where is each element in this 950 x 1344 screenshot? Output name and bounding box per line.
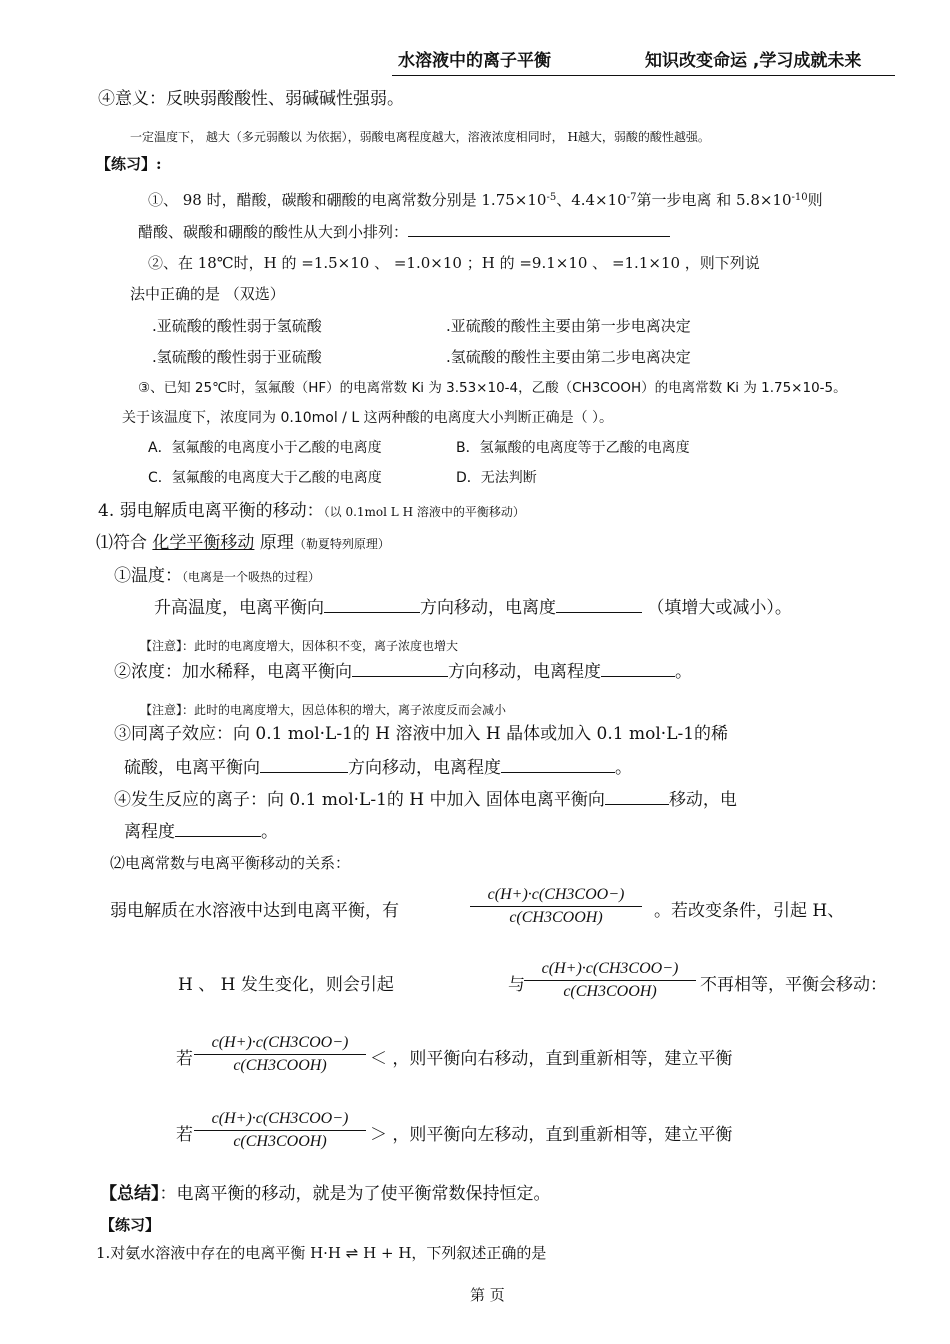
change-line-c: 不再相等，平衡会移动：: [700, 975, 887, 995]
if-less-line: ＜ ，则平衡向右移动，直到重新相等，建立平衡: [370, 1049, 733, 1069]
practice-3-question: 关于该温度下，浓度同为 0.10mol / L 这两种酸的电离度大小判断正确是（ ）。: [122, 410, 614, 426]
page-footer: 第 页: [470, 1286, 505, 1304]
common-ion-line-2: 硫酸，电离平衡向 方向移动，电离程度 。: [124, 758, 632, 778]
if-greater-prefix: 若: [176, 1125, 193, 1145]
practice-3-line: ③、已知 25℃时，氢氟酸（HF）的电离常数 Ki 为 3.53×10-4，乙酸（CH3COOH）的电离常数 Ki 为 1.75×10-5。: [138, 380, 847, 396]
equilibrium-line-end: 。若改变条件，引起 H、: [654, 901, 845, 921]
if-greater-line: ＞ ，则平衡向左移动，直到重新相等，建立平衡: [370, 1125, 733, 1145]
note-1: 【注意】：此时的电离度增大，因体积不变，离子浓度也增大: [140, 639, 459, 653]
principle-line: ⑴符合 化学平衡移动 原理（勒夏特列原理）: [96, 533, 390, 553]
common-ion-line: ③同离子效应：向 0.1 mol·L-1的 H 溶液中加入 H 晶体或加入 0.1 mol·L-1的稀: [114, 724, 729, 744]
quotient-greater-formula: c(H+)·c(CH3COO−) c(CH3COOH): [194, 1110, 366, 1151]
quotient-less-formula: c(H+)·c(CH3COO−) c(CH3COOH): [194, 1034, 366, 1075]
practice-3-option-d: D．无法判断: [456, 470, 537, 486]
reaction-ion-line-2: 离程度 。: [124, 822, 278, 842]
section-4-heading: 4. 弱电解质电离平衡的移动：（以 0.1mol L H 溶液中的平衡移动）: [98, 501, 525, 521]
equilibrium-constant-formula: c(H+)·c(CH3COO−) c(CH3COOH): [470, 886, 642, 927]
equilibrium-arrow-icon: ⇌: [345, 1244, 359, 1262]
practice-1-question: 醋酸、碳酸和硼酸的酸性从大到小排列：: [138, 220, 670, 243]
summary-line: 【总结】：电离平衡的移动，就是为了使平衡常数保持恒定。: [100, 1184, 551, 1204]
significance-line: ④意义：反映弱酸酸性、弱碱碱性强弱。: [98, 89, 404, 109]
header-title: 水溶液中的离子平衡: [398, 51, 551, 71]
option-c: .氢硫酸的酸性弱于亚硫酸: [152, 348, 322, 366]
ammonia-question: 1.对氨水溶液中存在的电离平衡 H·H ⇌ H + H，下列叙述正确的是: [96, 1244, 547, 1262]
option-a: .亚硫酸的酸性弱于氢硫酸: [152, 317, 322, 335]
answer-blank[interactable]: [324, 596, 420, 613]
header-rule: [392, 75, 895, 76]
practice-heading-2: 【练习】: [100, 1216, 161, 1234]
if-less-prefix: 若: [176, 1049, 193, 1069]
answer-blank[interactable]: [408, 220, 670, 237]
reaction-quotient-formula: c(H+)·c(CH3COO−) c(CH3COOH): [524, 960, 696, 1001]
reaction-ion-line: ④发生反应的离子：向 0.1 mol·L-1的 H 中加入 固体电离平衡向 移动，电: [114, 790, 737, 810]
answer-blank[interactable]: [601, 660, 675, 677]
explanation-line: 一定温度下， 越大（多元弱酸以 为依据），弱酸电离程度越大，溶液浓度相同时， H越大，弱酸的酸性越强。: [130, 130, 710, 144]
answer-blank[interactable]: [501, 756, 615, 773]
section-2-heading: ⑵电离常数与电离平衡移动的关系：: [110, 854, 351, 872]
header-slogan: 知识改变命运 ,学习成就未来: [645, 51, 862, 71]
practice-3-option-b: B．氢氟酸的电离度等于乙酸的电离度: [456, 440, 690, 456]
temperature-heading: ①温度：（电离是一个吸热的过程）: [114, 566, 321, 586]
option-d: .氢硫酸的酸性主要由第二步电离决定: [446, 348, 691, 366]
temperature-line: 升高温度，电离平衡向 方向移动，电离度 （填增大或减小）。: [154, 598, 792, 618]
answer-blank[interactable]: [260, 756, 348, 773]
answer-blank[interactable]: [556, 596, 642, 613]
answer-blank[interactable]: [605, 788, 669, 805]
practice-1-line: ①、 98 时，醋酸，碳酸和硼酸的电离常数分别是 $1.75\times 10^{-5}$、$4.4\times 10^{-7}$第一步电离 和 $5.8\times 10^{-10}$则: [148, 191, 823, 209]
note-2: 【注意】：此时的电离度增大，因总体积的增大，离子浓度反而会减小: [140, 703, 507, 717]
practice-2-question: 法中正确的是 （双选）: [130, 285, 285, 303]
answer-blank[interactable]: [175, 820, 261, 837]
practice-2-line: ②、在 18℃时，H 的 =1.5×10 、 =1.0×10 ；H 的 =9.1×10 、 =1.1×10 ，则下列说: [148, 254, 760, 272]
practice-heading: 【练习】:: [96, 155, 162, 173]
change-line-b: 与: [508, 975, 525, 995]
change-line-a: H 、 H 发生变化，则会引起: [178, 975, 394, 995]
equilibrium-line: 弱电解质在水溶液中达到电离平衡，有: [110, 901, 399, 921]
practice-3-option-c: C．氢氟酸的电离度大于乙酸的电离度: [148, 470, 382, 486]
answer-blank[interactable]: [352, 660, 448, 677]
concentration-line: ②浓度：加水稀释，电离平衡向 方向移动，电离程度 。: [114, 662, 692, 682]
option-b: .亚硫酸的酸性主要由第一步电离决定: [446, 317, 691, 335]
practice-3-option-a: A．氢氟酸的电离度小于乙酸的电离度: [148, 440, 382, 456]
